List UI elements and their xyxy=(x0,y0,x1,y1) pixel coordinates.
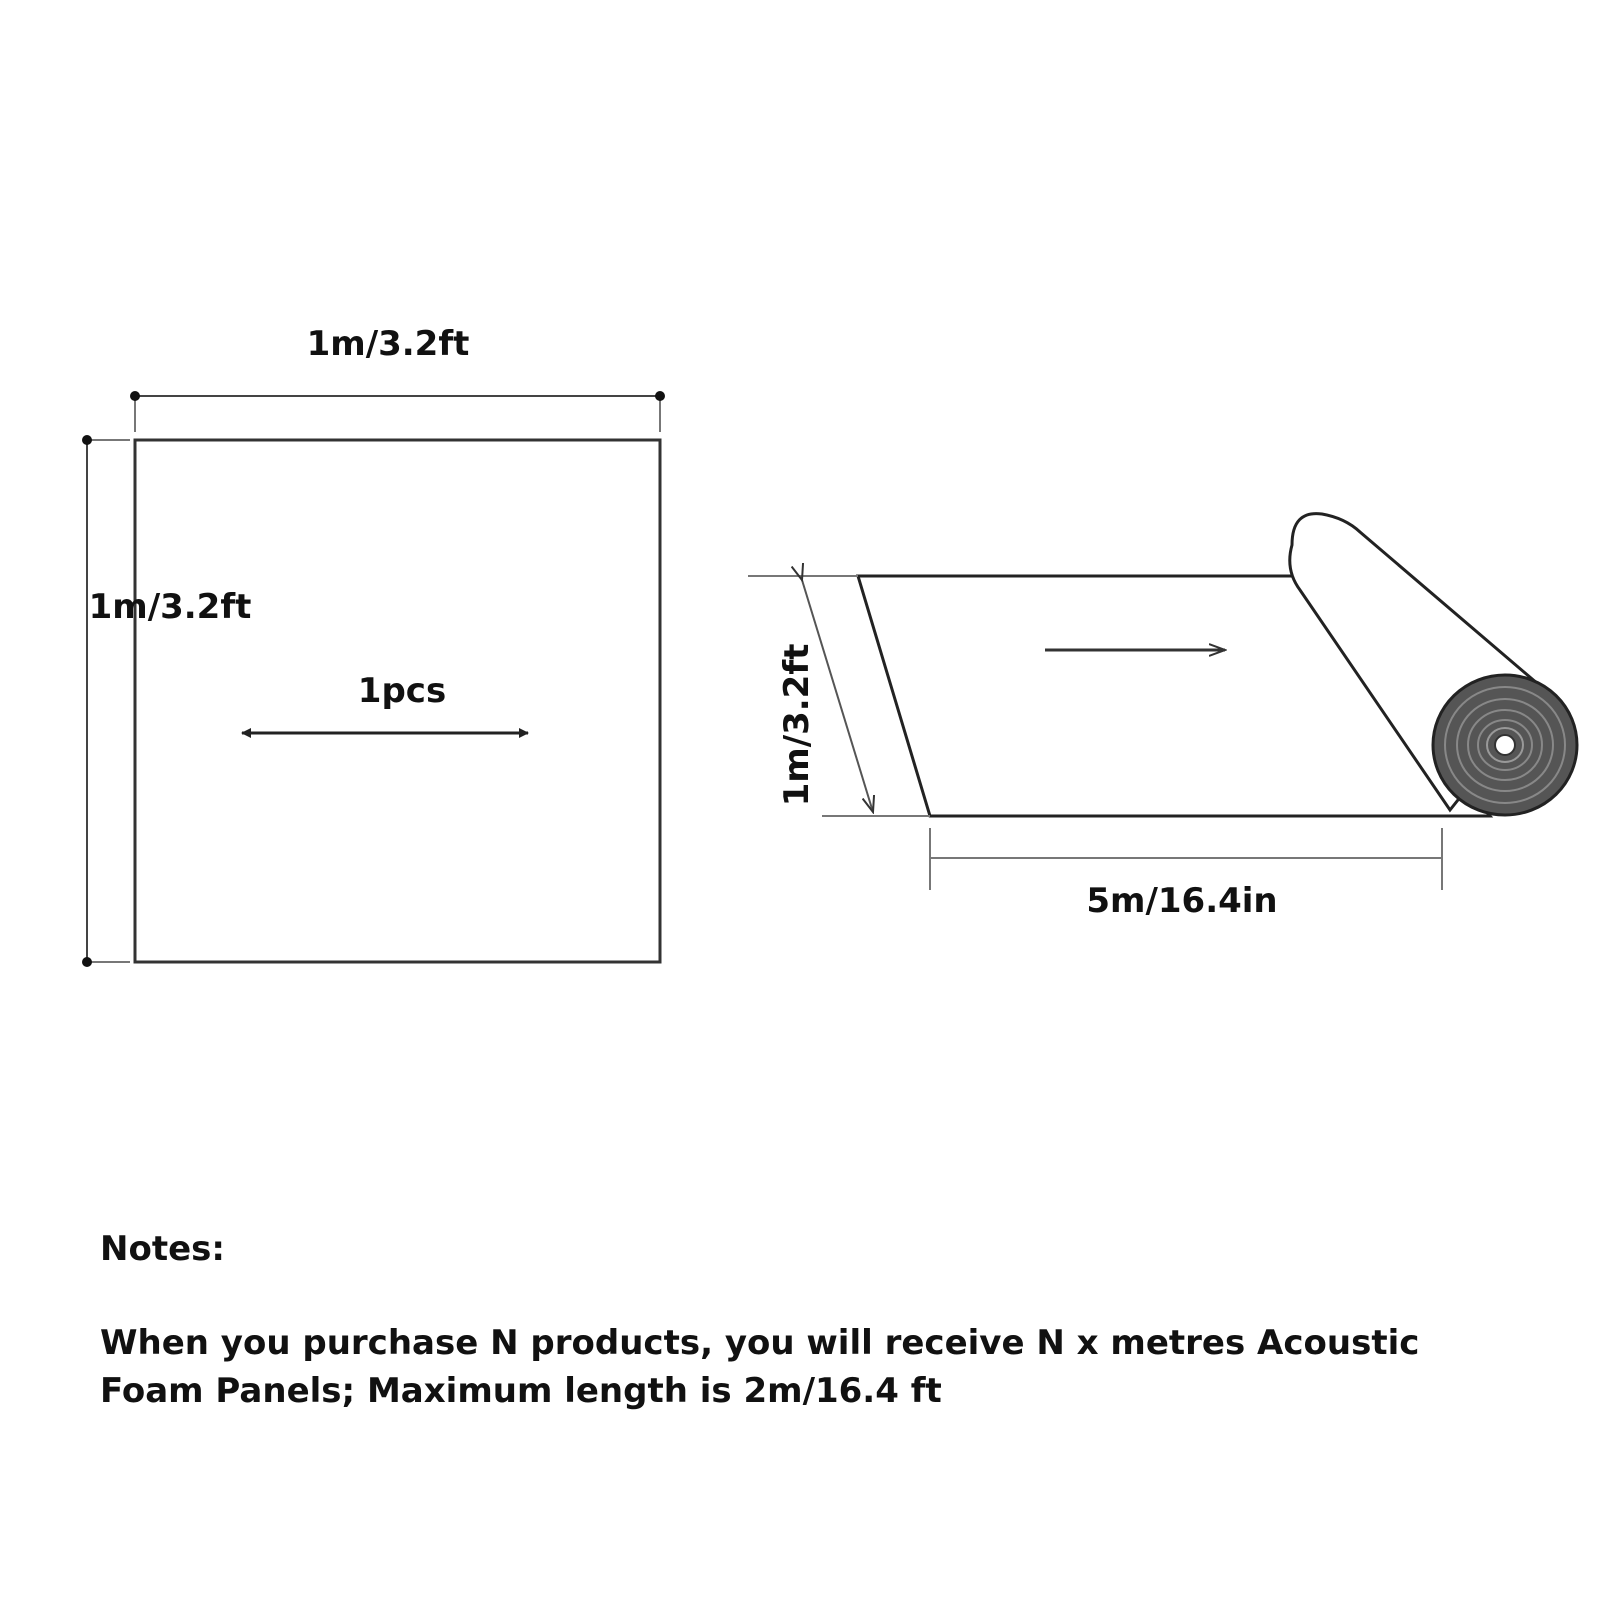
notes-section xyxy=(100,1225,1520,1415)
square-height-label: 1m/3.2ft xyxy=(88,587,252,627)
square-height-dimension xyxy=(82,435,130,967)
square-width-dimension xyxy=(130,391,665,432)
quantity-label: 1pcs xyxy=(357,671,447,711)
square-width-label: 1m/3.2ft xyxy=(306,324,470,364)
roll-length-label: 5m/16.4in xyxy=(1086,881,1278,921)
roll-group xyxy=(748,514,1577,921)
roll-width-label: 1m/3.2ft xyxy=(777,643,817,807)
notes-heading: Notes: xyxy=(100,1229,225,1269)
notes-text: When you purchase N products, you will receive N x metres Acoustic Foam Panels; Maximum length is 2m/16.4 ft xyxy=(100,1323,1420,1411)
square-panel-group xyxy=(82,324,665,967)
roll-end-spiral-icon xyxy=(1433,675,1577,815)
